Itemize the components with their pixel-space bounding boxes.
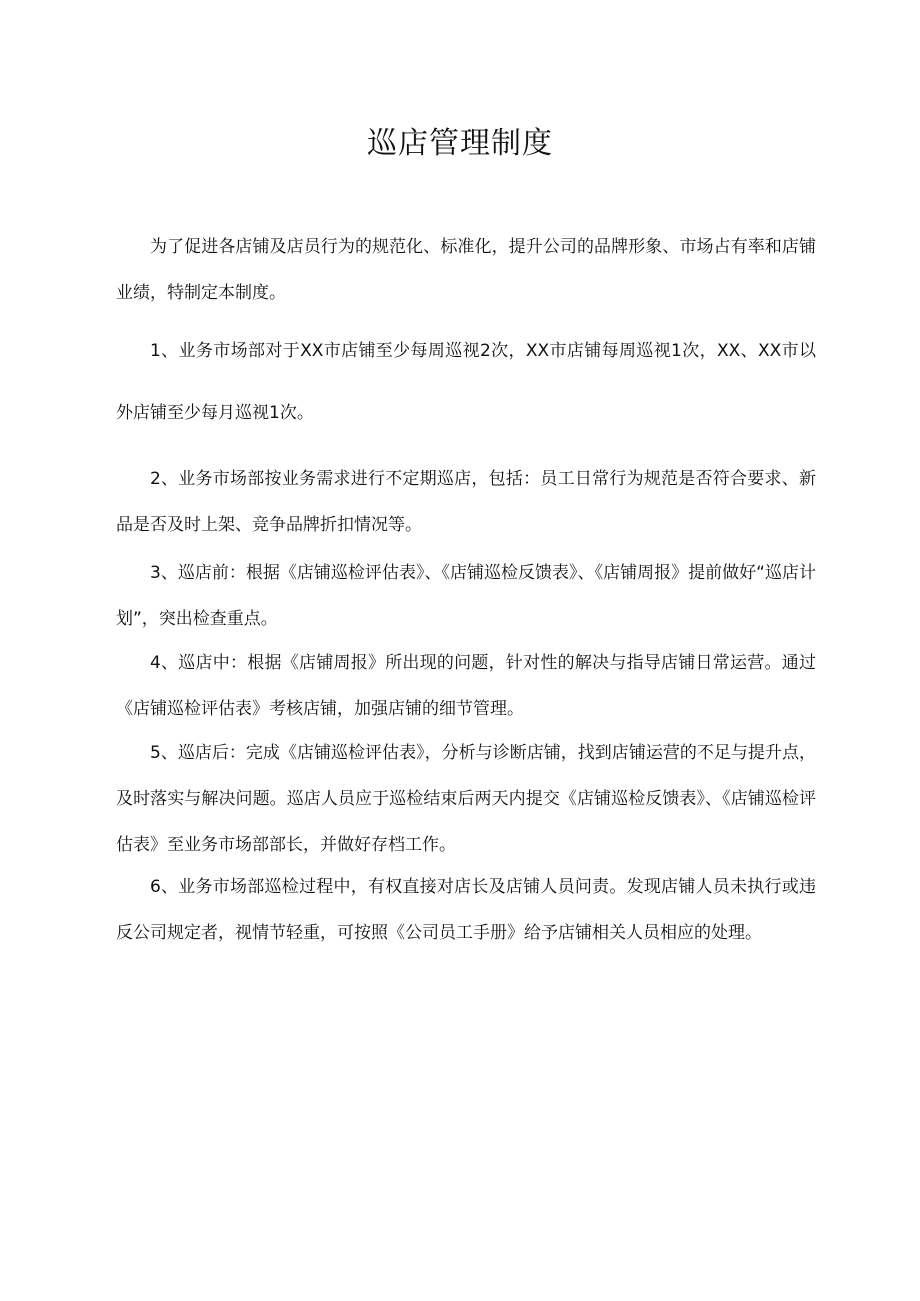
paragraph-item-2: 2、业务市场部按业务需求进行不定期巡店，包括：员工日常行为规范是否符合要求、新品是否及时上架、竞争品牌折扣情况等。	[116, 469, 816, 535]
paragraph-item-5: 5、巡店后：完成《店铺巡检评估表》，分析与诊断店铺，找到店铺运营的不足与提升点，及时落实与解决问题。巡店人员应于巡检结束后两天内提交《店铺巡检反馈表》、《店铺巡检评估表》至业务市场部部长，并做好存档工作。	[116, 743, 816, 855]
paragraph-item-1: 1、业务市场部对于XX市店铺至少每周巡视2次，XX市店铺每周巡视1次，XX、XX市以外店铺至少每月巡视1次。	[116, 341, 816, 423]
paragraph-item-6: 6、业务市场部巡检过程中，有权直接对店长及店铺人员问责。发现店铺人员未执行或违反公司规定者，视情节轻重，可按照《公司员工手册》给予店铺相关人员相应的处理。	[116, 877, 816, 943]
paragraph-item-3: 3、巡店前：根据《店铺巡检评估表》、《店铺巡检反馈表》、《店铺周报》提前做好“巡店计划”，突出检查重点。	[116, 563, 816, 629]
paragraph-item-4: 4、巡店中：根据《店铺周报》所出现的问题，针对性的解决与指导店铺日常运营。通过《店铺巡检评估表》考核店铺，加强店铺的细节管理。	[116, 653, 816, 719]
document-title: 巡店管理制度	[367, 126, 553, 161]
paragraph-intro: 为了促进各店铺及店员行为的规范化、标准化，提升公司的品牌形象、市场占有率和店铺业绩，特制定本制度。	[116, 237, 816, 303]
